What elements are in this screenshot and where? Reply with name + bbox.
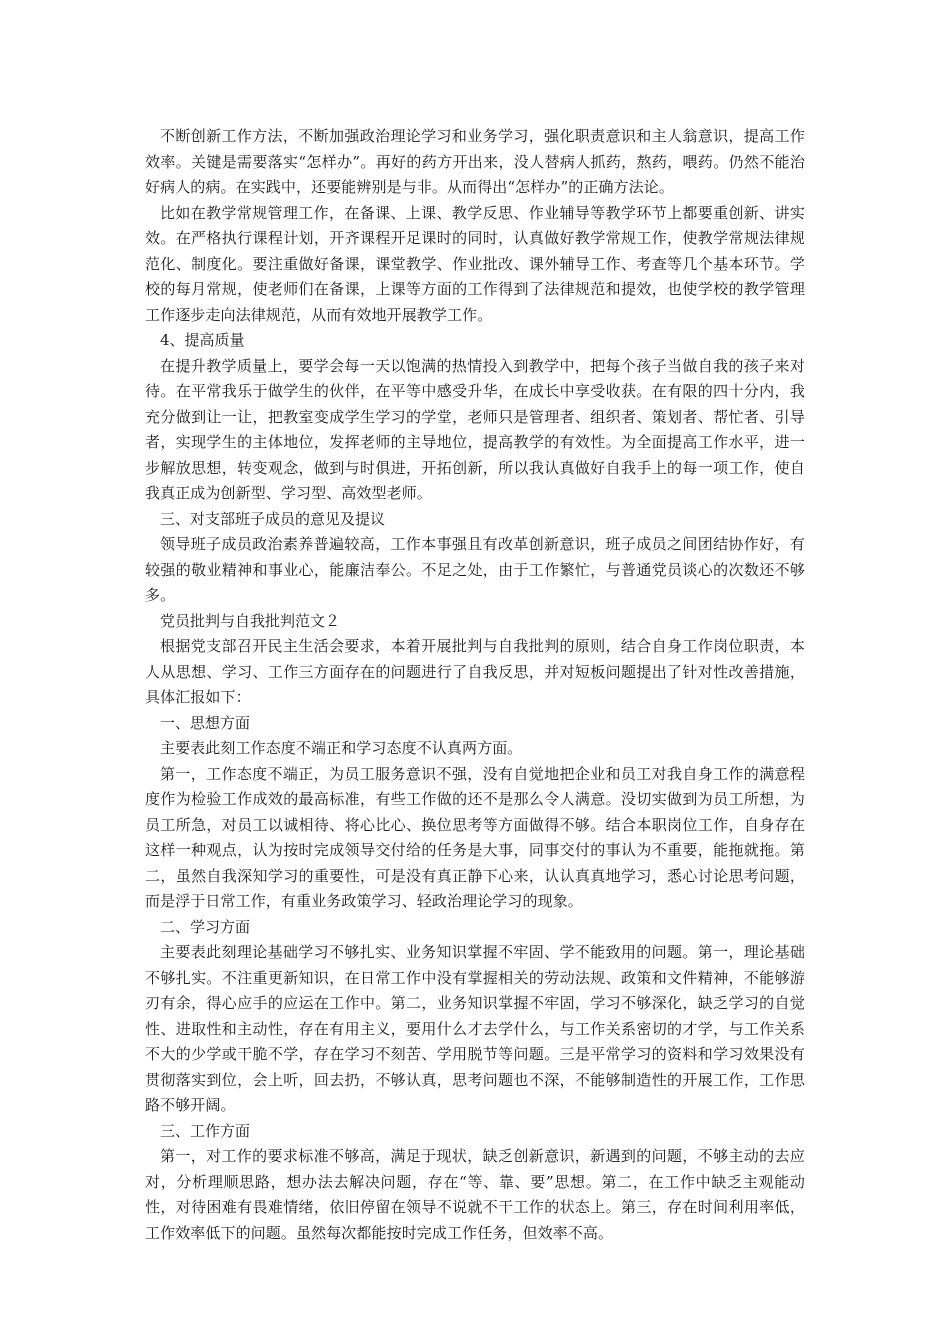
heading-improve-quality: 4、提高质量 [160, 331, 245, 349]
paragraph-introduction: 根据党支部召开民主生活会要求，本着开展批判与自我批判的原则，结合自身工作岗位职责，本人从思想、学习、工作三方面存在的问题进行了自我反思，并对短板问题提出了针对性改善措施，具体汇报如下： [145, 637, 805, 706]
paragraph-thinking-detail: 第一，工作态度不端正，为员工服务意识不强，没有自觉地把企业和员工对我自身工作的满意程度作为检验工作成效的最高标准，有些工作做的还不是那么令人满意。没切实做到为员工所想，为员工所急，对员工以诚相待、将心比心、换位思考等方面做得不够。结合本职岗位工作，自身存在这样一种观点，认为按时完成领导交付给的任务是大事，同事交付的事认为不重要，能拖就拖。第二，虽然自我深知学习的重要性，可是没有真正静下心来，认认真真地学习，悉心讨论思考问题，而是浮于日常工作，有重业务政策学习、轻政治理论学习的现象。 [145, 764, 805, 910]
paragraph-work-detail: 第一，对工作的要求标准不够高，满足于现状，缺乏创新意识，新遇到的问题，不够主动的去应对，分析理顺思路，想办法去解决问题，存在“等、靠、要”思想。第二，在工作中缺乏主观能动性，对待困难有畏难情绪，依旧停留在领导不说就不干工作的状态上。第三，存在时间利用率低，工作效率低下的问题。虽然每次都能按时完成工作任务，但效率不高。 [145, 1147, 805, 1242]
heading-work: 三、工作方面 [160, 1121, 251, 1140]
paragraph-teaching-routine: 比如在教学常规管理工作，在备课、上课、教学反思、作业辅导等教学环节上都要重创新、讲实效。在严格执行课程计划，开齐课程开足课时的同时，认真做好教学常规工作，使教学常规法律规范化、制度化。要注重做好备课，课堂教学、作业批改、课外辅导工作、考查等几个基本环节。学校的每月常规，使老师们在备课，上课等方面的工作得到了法律规范和提效，也使学校的教学管理工作逐步走向法律规范，从而有效地开展教学工作。 [145, 203, 805, 324]
document-body [145, 124, 805, 1246]
paragraph-study-detail: 主要表此刻理论基础学习不够扎实、业务知识掌握不牢固、学不能致用的问题。第一，理论基础不够扎实。不注重更新知识，在日常工作中没有掌握相关的劳动法规、政策和文件精神，不能够游刃有余，得心应手的应运在工作中。第二，业务知识掌握不牢固，学习不够深化，缺乏学习的自觉性、进取性和主动性，存在有用主义，要用什么才去学什么，与工作关系密切的才学，与工作关系不大的少学或干脆不学，存在学习不刻苦、学用脱节等问题。三是平常学习的资料和学习效果没有贯彻落实到位，会上听，回去扔，不够认真，思考问题也不深，不能够制造性的开展工作，工作思路不够开阔。 [145, 943, 805, 1114]
heading-thinking: 一、思想方面 [160, 713, 251, 732]
paragraph-thinking-summary: 主要表此刻工作态度不端正和学习态度不认真两方面。 [160, 739, 523, 757]
heading-sample-2: 党员批判与自我批判范文２ [160, 611, 341, 630]
paragraph-leadership-team: 领导班子成员政治素养普遍较高，工作本事强且有改革创新意识，班子成员之间团结协作好，有较强的敬业精神和事业心，能廉洁奉公。不足之处，由于工作繁忙，与普通党员谈心的次数还不够多。 [145, 535, 805, 604]
paragraph-work-methods: 不断创新工作方法，不断加强政治理论学习和业务学习，强化职责意识和主人翁意识，提高工作效率。关键是需要落实“怎样办”。再好的药方开出来，没人替病人抓药，熬药，喂药。仍然不能治好病人的病。在实践中，还要能辨别是与非。从而得出“怎样办”的正确方法论。 [145, 127, 805, 196]
paragraph-teaching-quality: 在提升教学质量上，要学会每一天以饱满的热情投入到教学中，把每个孩子当做自我的孩子来对待。在平常我乐于做学生的伙伴，在平等中感受升华，在成长中享受收获。在有限的四十分内，我充分做到让一让，把教室变成学生学习的学堂，老师只是管理者、组织者、策划者、帮忙者、引导者，实现学生的主体地位，发挥老师的主导地位，提高教学的有效性。为全面提高工作水平，进一步解放思想，转变观念，做到与时俱进，开拓创新，所以我认真做好自我手上的每一项工作，使自我真正成为创新型、学习型、高效型老师。 [145, 356, 805, 502]
heading-branch-opinions: 三、对支部班子成员的意见及提议 [160, 509, 386, 528]
heading-study: 二、学习方面 [160, 917, 251, 936]
